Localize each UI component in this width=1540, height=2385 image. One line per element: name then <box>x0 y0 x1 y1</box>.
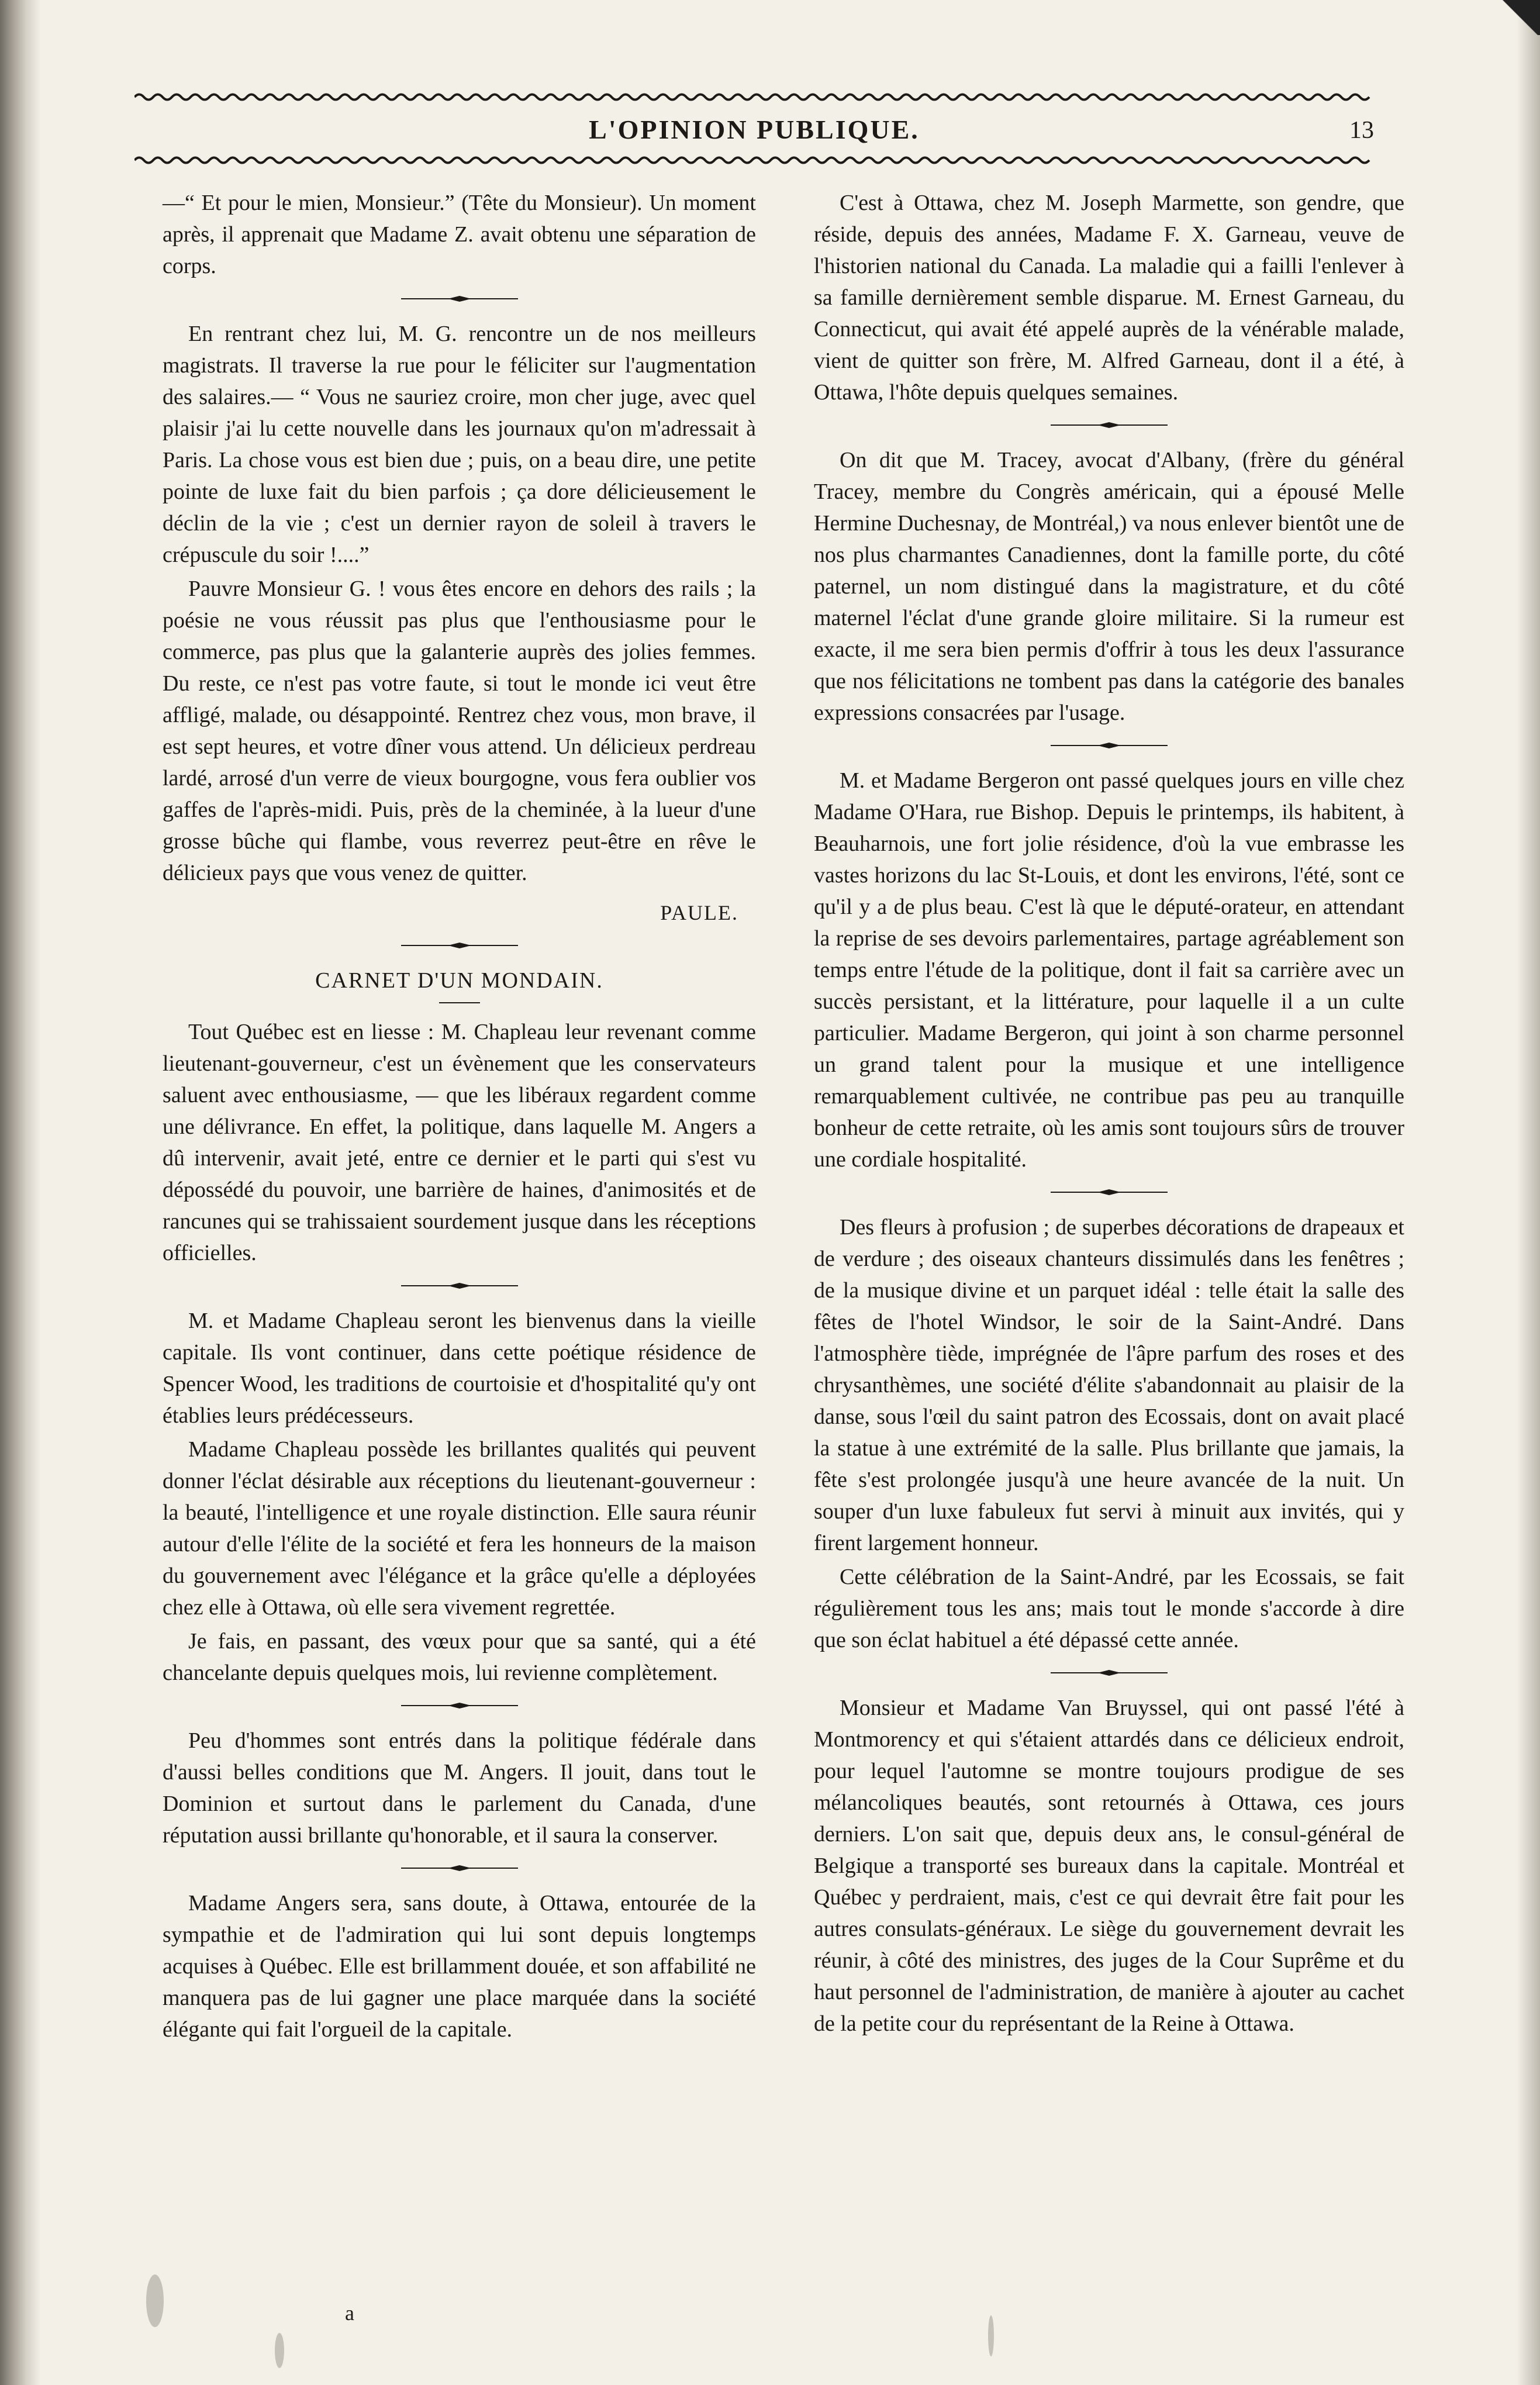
ink-speck <box>275 2333 284 2368</box>
paragraph: M. et Madame Chapleau seront les bienvenus dans la vieille capitale. Ils vont continuer, dans cette poétique résidence de Spencer Wood, les traditions de courtoisie et d'hospitalité qu'y ont établies leurs prédécesseurs. <box>163 1309 756 1428</box>
paragraph: Monsieur et Madame Van Bruyssel, qui ont passé l'été à Montmorency et qui s'étaient attardés dans ce délicieux endroit, pour lequel l'automne se montre toujours prodigue de ses mélancoliques beautés, sont retournés à Ottawa, ces jours derniers. L'on sait que, depuis deux ans, le consul-général de Belgique a transporté ses bureaux dans la capitale. Montréal et Québec y perdraient, mais, c'est ce qui devrait être fait pour les autres consulats-généraux. Le siège du gouvernement devrait les réunir, à côté des ministres, des juges de la Cour Suprême et du haut personnel de l'administration, de manière à ajouter au cachet de la petite cour du représentant de la Reine à Ottawa. <box>814 1696 1404 2036</box>
torn-corner <box>1470 0 1540 35</box>
paragraph: Madame Chapleau possède les brillantes qualités qui peuvent donner l'éclat désirable aux réceptions du lieutenant-gouverneur : la beauté, l'intelligence et une royale distinction. Elle saura réunir autour d'elle l'élite de la société et fera les honneurs de la maison du gouvernement avec l'élégance et la grâce qu'elle a déployées chez elle à Ottawa, où elle sera vivement regrettée. <box>163 1437 756 1620</box>
running-title: L'OPINION PUBLIQUE. <box>589 115 920 144</box>
paragraph: En rentrant chez lui, M. G. rencontre un de nos meilleurs magistrats. Il traverse la rue pour le féliciter sur l'augmentation des salaires.— “ Vous ne sauriez croire, mon cher juge, avec quel plaisir j'ai lu cette nouvelle dans les journaux qu'on m'adressait à Paris. La chose vous est bien due ; puis, on a beau dire, une petite pointe de luxe fait du bien parfois ; ça dore délicieusement le déclin de la vie ; c'est un dernier rayon de soleil à travers le crépuscule du soir !....” <box>163 322 756 567</box>
page-number: 13 <box>1349 117 1374 144</box>
paragraph: On dit que M. Tracey, avocat d'Albany, (frère du général Tracey, membre du Congrès américain, qui a épousé Melle Hermine Duchesnay, de Montréal,) va nous enlever bientôt une de nos plus charmantes Canadiennes, dont la famille porte, du côté paternel, un nom distingué dans la magistrature, et du côté maternel l'éclat d'une grande gloire militaire. Si la rumeur est exacte, il me sera bien permis d'offrir à tous les deux l'assurance que nos félicitations ne tombent pas dans la catégorie des banales expressions consacrées par l'usage. <box>814 448 1404 725</box>
paragraph: C'est à Ottawa, chez M. Joseph Marmette, son gendre, que réside, depuis des années, Madame F. X. Garneau, veuve de l'historien national du Canada. La maladie qui a failli l'enlever à sa famille dernièrement semble disparue. M. Ernest Garneau, du Connecticut, qui avait été appelé auprès de la vénérable malade, vient de quitter son frère, M. Alfred Garneau, dont il a été, à Ottawa, l'hôte depuis quelques semaines. <box>814 191 1404 405</box>
ornamental-divider <box>1051 741 1168 750</box>
author-signature: PAULE. <box>660 901 738 924</box>
paragraph: Je fais, en passant, des vœux pour que sa santé, qui a été chancelante depuis quelques mois, lui revienne complètement. <box>163 1629 756 1685</box>
page-right-edge <box>1517 0 1540 2385</box>
footer-mark: a <box>345 2301 354 2325</box>
page-binding-edge <box>0 0 41 2385</box>
ornamental-divider <box>1051 1669 1168 1677</box>
ornamental-divider <box>401 1701 518 1710</box>
paragraph: Peu d'hommes sont entrés dans la politique fédérale dans d'aussi belles conditions que M. Angers. Il jouit, dans tout le Dominion et surtout dans le parlement du Canada, d'une réputation aussi brillante qu'honorable, et il saura la conserver. <box>163 1728 756 1848</box>
top-wavy-rule <box>134 91 1374 103</box>
ink-speck <box>988 2315 994 2356</box>
paragraph: Tout Québec est en liesse : M. Chapleau leur revenant comme lieutenant-gouverneur, c'est un évènement que les conservateurs saluent avec enthousiasme, — que les libéraux regardent comme une délivrance. En effet, la politique, dans laquelle M. Angers a dû intervenir, avait jeté, entre ce dernier et le parti qui s'est vu dépossédé du pouvoir, une barrière de haines, d'animosités et de rancunes qui se trahissaient sourdement jusque dans les réceptions officielles. <box>163 1020 756 1265</box>
left-column <box>163 187 756 2048</box>
paragraph: Pauvre Monsieur G. ! vous êtes encore en dehors des rails ; la poésie ne vous réussit pas plus que l'enthousiasme pour le commerce, pas plus que la galanterie auprès des jolies femmes. Du reste, ce n'est pas votre faute, si tout le monde ici veut être affligé, malade, ou désappointé. Rentrez chez vous, mon brave, il est sept heures, et votre dîner vous attend. Un délicieux perdreau lardé, arrosé d'un verre de vieux bourgogne, vous fera oublier vos gaffes de l'après-midi. Puis, près de la cheminée, à la lueur d'une grosse bûche qui flambe, vous reverrez peut-être en rêve le délicieux pays que vous venez de quitter. <box>163 577 756 885</box>
title-rule <box>439 1002 480 1003</box>
bottom-wavy-rule <box>134 154 1374 167</box>
paragraph: Des fleurs à profusion ; de superbes décorations de drapeaux et de verdure ; des oiseaux chanteurs dissimulés dans les fenêtres ; de la musique divine et un parquet idéal : telle était la salle des fêtes de l'hotel Windsor, le soir de la Saint-André. Dans l'atmosphère tiède, imprégnée de l'âpre parfum des roses et des chrysanthèmes, une société d'élite s'abandonnait au plaisir de la danse, sous l'œil du saint patron des Ecossais, dont on avait placé la statue à une extrémité de la salle. Plus brillante que jamais, la fête s'est prolongée jusqu'à une heure avancée de la nuit. Un souper d'un luxe fabuleux fut servi à minuit aux invités, qui y firent largement honneur. <box>814 1215 1404 1555</box>
ornamental-divider <box>1051 421 1168 429</box>
ornamental-divider <box>401 295 518 303</box>
page-header <box>134 91 1374 172</box>
paragraph: M. et Madame Bergeron ont passé quelques jours en ville chez Madame O'Hara, rue Bishop. Depuis le printemps, ils habitent, à Beauharnois, une fort jolie résidence, d'où la vue embrasse les vastes horizons du lac St-Louis, et dont les environs, l'été, sont ce qu'il y a de plus beau. C'est là que le député-orateur, en attendant la reprise de ses devoirs parlementaires, partage agréablement son temps entre l'étude de la politique, dont il fait sa carrière avec un succès persistant, et la littérature, pour laquelle il a un culte particulier. Madame Bergeron, qui joint à son charme personnel un grand talent pour la musique et une intelligence remarquablement cultivée, ne contribue pas peu au tranquille bonheur de cette retraite, où les amis sont toujours sûrs de trouver une cordiale hospitalité. <box>814 768 1404 1172</box>
section-title: CARNET D'UN MONDAIN. <box>315 968 603 993</box>
ink-speck <box>146 2274 164 2327</box>
ornamental-divider <box>1051 1188 1168 1196</box>
paragraph: —“ Et pour le mien, Monsieur.” (Tête du Monsieur). Un moment après, il apprenait que Madame Z. avait obtenu une séparation de corps. <box>163 191 756 278</box>
ornamental-divider <box>401 941 518 950</box>
paragraph: Cette célébration de la Saint-André, par les Ecossais, se fait régulièrement tous les ans; mais tout le monde s'accorde à dire que son éclat habituel a été dépassé cette année. <box>814 1565 1404 1652</box>
ornamental-divider <box>401 1282 518 1290</box>
ornamental-divider <box>401 1864 518 1872</box>
paragraph: Madame Angers sera, sans doute, à Ottawa, entourée de la sympathie et de l'admiration qui lui sont depuis longtemps acquises à Québec. Elle est brillamment douée, et son affabilité ne manquera pas de lui gagner une place marquée dans la société élégante qui fait l'orgueil de la capitale. <box>163 1891 756 2042</box>
right-column <box>814 187 1404 2042</box>
